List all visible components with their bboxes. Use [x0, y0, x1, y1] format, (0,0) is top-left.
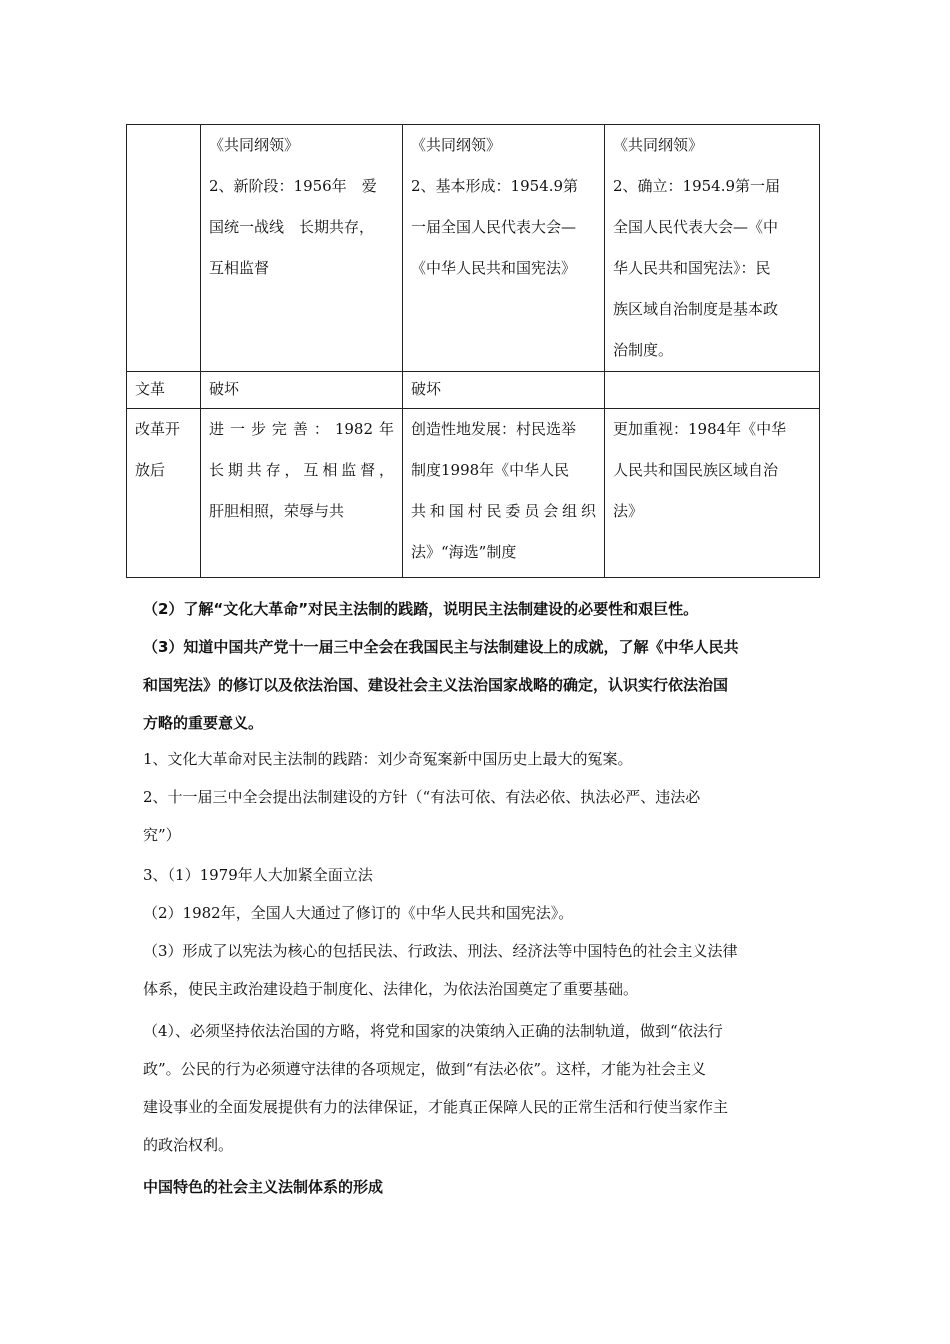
requirement-3-line-1: （3）知道中国共产党十一届三中全会在我国民主与法制建设上的成就，了解《中华人民共	[143, 638, 739, 656]
table-row	[127, 372, 820, 409]
requirement-2: （2）了解“文化大革命”对民主法制的践踏，说明民主法制建设的必要性和艰巨性。	[143, 600, 699, 618]
cell-text: 放后	[135, 461, 166, 479]
cell-text: 长期共存，互相监督，	[209, 461, 394, 479]
point-2-line-1: 2、十一届三中全会提出法制建设的方针（“有法可依、有法必依、执法必严、违法必	[143, 788, 701, 806]
cell-text: 破坏	[411, 380, 442, 398]
requirement-3-line-3: 方略的重要意义。	[143, 714, 264, 732]
cell-text: 国统一战线 长期共存，	[209, 218, 375, 236]
point-3-4-line-4: 的政治权利。	[143, 1136, 234, 1154]
section-heading: 中国特色的社会主义法制体系的形成	[143, 1178, 384, 1196]
point-3-1: 3、（1）1979年人大加紧全面立法	[143, 866, 373, 884]
cell-text: 一届全国人民代表大会—	[411, 218, 577, 236]
cell-text: 创造性地发展：村民选举	[411, 420, 577, 438]
cell-text: 共和国村民委员会组织	[411, 502, 596, 520]
cell-text: 《共同纲领》	[613, 136, 704, 154]
cell-text: 互相监督	[209, 259, 270, 277]
requirement-3-line-2: 和国宪法》的修订以及依法治国、建设社会主义法治国家战略的确定，认识实行依法治国	[143, 676, 729, 694]
cell-text: 进一步完善：1982年	[209, 420, 394, 438]
democracy-development-table	[126, 124, 820, 578]
regional-autonomy-cell	[605, 372, 820, 409]
point-2-line-2: 究”）	[143, 826, 181, 844]
cell-text: 更加重视：1984年《中华	[613, 420, 787, 438]
cell-text: 《共同纲领》	[411, 136, 502, 154]
point-3-4-line-2: 政”。公民的行为必须遵守法律的各项规定，做到“有法必依”。这样，才能为社会主义	[143, 1060, 707, 1078]
point-3-3-line-2: 体系，使民主政治建设趋于制度化、法律化，为依法治国奠定了重要基础。	[143, 980, 639, 998]
cell-text: 2、基本形成：1954.9第	[411, 177, 579, 195]
cell-text: 2、确立：1954.9第一届	[613, 177, 781, 195]
peoples-congress-cell	[403, 372, 605, 409]
united-front-cell	[201, 372, 403, 409]
period-cell	[127, 409, 201, 578]
cell-text: 华人民共和国宪法》：民	[613, 259, 771, 277]
period-cell	[127, 372, 201, 409]
cell-text: 制度1998年《中华人民	[411, 461, 570, 479]
cell-text: 《中华人民共和国宪法》	[411, 259, 577, 277]
cell-text: 肝胆相照，荣辱与共	[209, 502, 345, 520]
cell-text: 人民共和国民族区域自治	[613, 461, 779, 479]
cell-text: 改革开	[135, 420, 181, 438]
cell-text: 治制度。	[613, 341, 674, 359]
cell-text: 2、新阶段：1956年 爱	[209, 177, 377, 195]
cell-text: 法》	[613, 502, 644, 520]
cell-text: 文革	[135, 380, 166, 398]
point-3-2: （2）1982年，全国人大通过了修订的《中华人民共和国宪法》。	[143, 904, 574, 922]
point-1: 1、文化大革命对民主法制的践踏：刘少奇冤案新中国历史上最大的冤案。	[143, 750, 633, 768]
united-front-cell	[201, 125, 403, 372]
peoples-congress-cell	[403, 125, 605, 372]
period-cell	[127, 125, 201, 372]
united-front-cell	[201, 409, 403, 578]
regional-autonomy-cell	[605, 125, 820, 372]
peoples-congress-cell	[403, 409, 605, 578]
cell-text: 《共同纲领》	[209, 136, 300, 154]
table-row	[127, 409, 820, 578]
cell-text: 族区域自治制度是基本政	[613, 300, 779, 318]
point-3-3-line-1: （3）形成了以宪法为核心的包括民法、行政法、刑法、经济法等中国特色的社会主义法律	[143, 942, 738, 960]
regional-autonomy-cell	[605, 409, 820, 578]
cell-text: 法》“海选”制度	[411, 543, 517, 561]
point-3-4-line-3: 建设事业的全面发展提供有力的法律保证，才能真正保障人民的正常生活和行使当家作主	[143, 1098, 729, 1116]
cell-text: 全国人民代表大会—《中	[613, 218, 779, 236]
point-3-4-line-1: （4）、必须坚持依法治国的方略，将党和国家的决策纳入正确的法制轨道，做到“依法行	[143, 1022, 723, 1040]
cell-text: 破坏	[209, 380, 240, 398]
table-row	[127, 125, 820, 372]
